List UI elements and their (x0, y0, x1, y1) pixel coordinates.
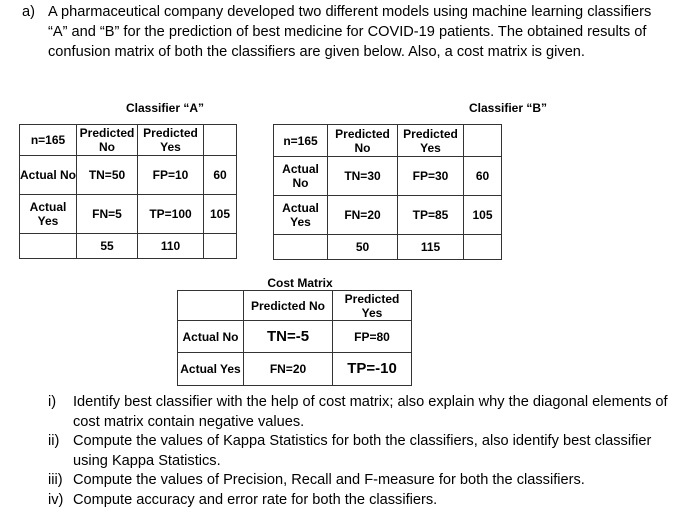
question-text: Compute the values of Kappa Statistics for both the classifiers, also identify best classifier using Kappa Statistics. (73, 433, 652, 469)
table-row (20, 195, 237, 234)
table-cell (274, 235, 328, 260)
table-cell: TN=30 (328, 157, 398, 196)
confusion-matrix-a (19, 124, 237, 259)
table-cell: TP=-10 (333, 353, 412, 386)
table-cell: n=165 (274, 125, 328, 157)
question-text: Compute accuracy and error rate for both the classifiers. (73, 491, 438, 508)
classifier-b-title: Classifier “B” (468, 101, 548, 115)
table-row (274, 235, 502, 260)
table-cell: Actual No (20, 156, 77, 195)
table-cell: 115 (398, 235, 464, 260)
table-cell: Predicted Yes (398, 125, 464, 157)
question-item (48, 491, 668, 511)
table-cell: FP=80 (333, 321, 412, 353)
question-item (48, 471, 668, 491)
table-cell: TN=-5 (244, 321, 333, 353)
table-row (178, 353, 412, 386)
table-cell: n=165 (20, 125, 77, 156)
table-cell: 105 (464, 196, 502, 235)
intro-label: a) (22, 4, 35, 20)
questions-list (48, 393, 668, 510)
table-cell: FP=10 (138, 156, 204, 195)
table-cell (204, 125, 237, 156)
table-cell: 60 (464, 157, 502, 196)
table-row (20, 125, 237, 156)
question-text: Compute the values of Precision, Recall and F-measure for both the classifiers. (73, 472, 585, 488)
question-item (48, 393, 668, 432)
table-cell: TN=50 (77, 156, 138, 195)
table-row (274, 157, 502, 196)
table-cell: 60 (204, 156, 237, 195)
table-cell (464, 125, 502, 157)
table-cell: FN=20 (244, 353, 333, 386)
table-cell: Actual No (274, 157, 328, 196)
table-row (20, 234, 237, 259)
intro-text: A pharmaceutical company developed two different models using machine learning classifiers “A” and “B” for the prediction of best medicine for COVID-19 patients. The obtained results of confusion matrix of both the classifiers are given below. Also, a cost matrix is given. (48, 4, 652, 60)
table-row (20, 156, 237, 195)
question-number: i) (48, 394, 57, 410)
table-row (178, 291, 412, 321)
question-number: ii) (48, 433, 60, 449)
table-cell: 105 (204, 195, 237, 234)
table-cell (178, 291, 244, 321)
question-number: iv) (48, 491, 64, 508)
question-text: Identify best classifier with the help of cost matrix; also explain why the diagonal elements of cost matrix contain negative values. (73, 394, 668, 430)
table-cell: Predicted No (77, 125, 138, 156)
cost-matrix (177, 290, 412, 386)
table-cell: Actual Yes (20, 195, 77, 234)
table-cell: Predicted No (244, 291, 333, 321)
table-cell: 50 (328, 235, 398, 260)
cost-matrix-title: Cost Matrix (267, 276, 333, 290)
table-cell: 55 (77, 234, 138, 259)
classifier-a-title: Classifier “A” (125, 101, 205, 115)
table-row (274, 196, 502, 235)
table-cell: Predicted No (328, 125, 398, 157)
table-cell: TP=85 (398, 196, 464, 235)
question-number: iii) (48, 472, 63, 488)
table-row (178, 321, 412, 353)
table-cell (464, 235, 502, 260)
table-cell: Actual No (178, 321, 244, 353)
table-cell (204, 234, 237, 259)
intro-paragraph (22, 2, 672, 62)
table-row (274, 125, 502, 157)
question-item (48, 432, 668, 471)
confusion-matrix-b (273, 124, 502, 260)
table-cell (20, 234, 77, 259)
table-cell: 110 (138, 234, 204, 259)
table-cell: Actual Yes (178, 353, 244, 386)
table-cell: Predicted Yes (138, 125, 204, 156)
table-cell: FP=30 (398, 157, 464, 196)
table-cell: Predicted Yes (333, 291, 412, 321)
table-cell: Actual Yes (274, 196, 328, 235)
table-cell: FN=20 (328, 196, 398, 235)
table-cell: TP=100 (138, 195, 204, 234)
table-cell: FN=5 (77, 195, 138, 234)
